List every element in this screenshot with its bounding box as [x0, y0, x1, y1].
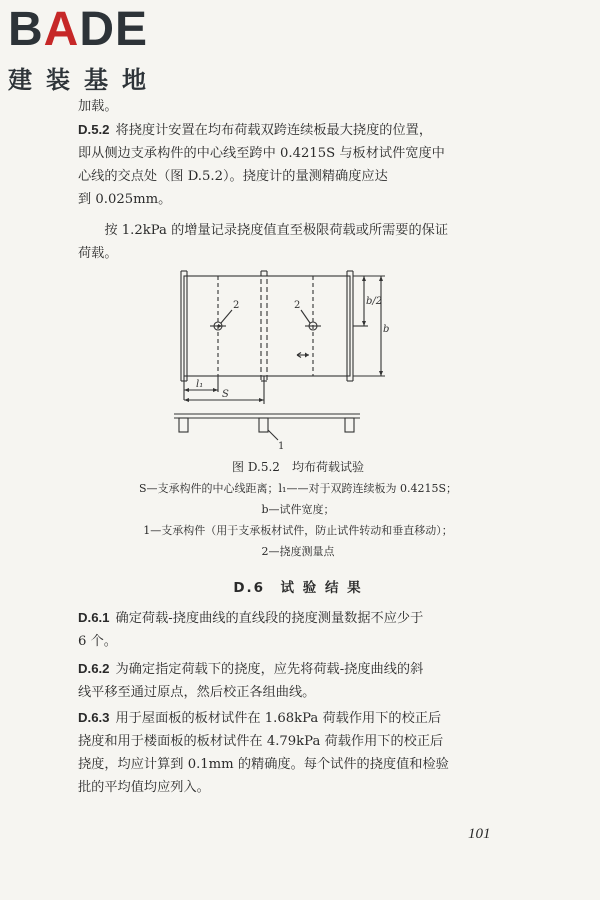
label-support: 1 [278, 441, 285, 452]
label-l1: l₁ [196, 379, 204, 390]
figure-caption [78, 457, 518, 562]
support-block-middle [259, 418, 268, 432]
text-line: 按 1.2kPa 的增量记录挠度值直至极限荷载或所需要的保证 [104, 223, 449, 238]
legend-line: 1—支承构件（用于支承板材试件，防止试件转动和垂直移动）； [143, 524, 453, 537]
label-gauge-right: 2 [294, 300, 301, 311]
text-line: 批的平均值均应列入。 [78, 780, 210, 795]
figure-uniform-load-test [170, 268, 400, 458]
logo-wordmark [8, 3, 178, 56]
logo-accent-letter: A [43, 3, 80, 56]
clause-number: D.5.2 [78, 122, 110, 137]
clause-d52 [78, 118, 498, 211]
legend-line: b—试件宽度； [261, 503, 335, 516]
support-block-right [345, 418, 354, 432]
legend-line: 2—挠度测量点 [261, 545, 335, 558]
text-line: 确定荷载-挠度曲线的直线段的挠度测量数据不应少于 [115, 611, 424, 626]
clause-d61 [78, 606, 498, 653]
section-title: D.6 试 验 结 果 [233, 580, 363, 596]
support-block-left [179, 418, 188, 432]
text-line: 用于屋面板的板材试件在 1.68kPa 荷载作用下的校正后 [115, 711, 442, 726]
text-line: 挠度和用于楼面板的板材试件在 4.79kPa 荷载作用下的校正后 [78, 734, 444, 749]
legend-line: S—支承构件的中心线距离；l₁——对于双跨连续板为 0.4215S； [139, 482, 457, 495]
intro-text [78, 95, 498, 118]
clause-number: D.6.3 [78, 710, 110, 725]
text-line: 线平移至通过原点，然后校正各组曲线。 [78, 685, 316, 700]
text-line: 心线的交点处（图 D.5.2）。挠度计的量测精确度应达 [78, 169, 388, 184]
logo-letter: D [79, 3, 116, 56]
watermark-logo [8, 3, 178, 95]
text-line: 荷载。 [78, 246, 118, 261]
logo-letter: E [115, 3, 149, 56]
text-line: 6 个。 [78, 634, 117, 649]
text-line: 为确定指定荷载下的挠度，应先将荷载-挠度曲线的斜 [115, 662, 424, 677]
label-width: b [383, 324, 390, 335]
page-number: 101 [468, 826, 491, 842]
label-half-width: b/2 [366, 296, 383, 307]
logo-letter: B [8, 3, 44, 56]
text-line: 到 0.025mm。 [78, 192, 172, 207]
label-span: S [222, 389, 229, 400]
clause-d63 [78, 706, 498, 799]
text-line: 挠度，均应计算到 0.1mm 的精确度。每个试件的挠度值和检验 [78, 757, 449, 772]
caption-title: 图 D.5.2 均布荷载试验 [232, 460, 364, 474]
logo-subtitle: 建装基地 [8, 66, 160, 94]
paragraph-load-increment [78, 219, 498, 265]
text-line: 加载。 [78, 99, 118, 114]
text-line: 将挠度计安置在均布荷载双跨连续板最大挠度的位置， [115, 123, 433, 138]
clause-number: D.6.1 [78, 610, 110, 625]
clause-number: D.6.2 [78, 661, 110, 676]
label-gauge-left: 2 [233, 300, 240, 311]
clause-d62 [78, 657, 498, 704]
text-line: 即从侧边支承构件的中心线至跨中 0.4215S 与板材试件宽度中 [78, 146, 445, 161]
